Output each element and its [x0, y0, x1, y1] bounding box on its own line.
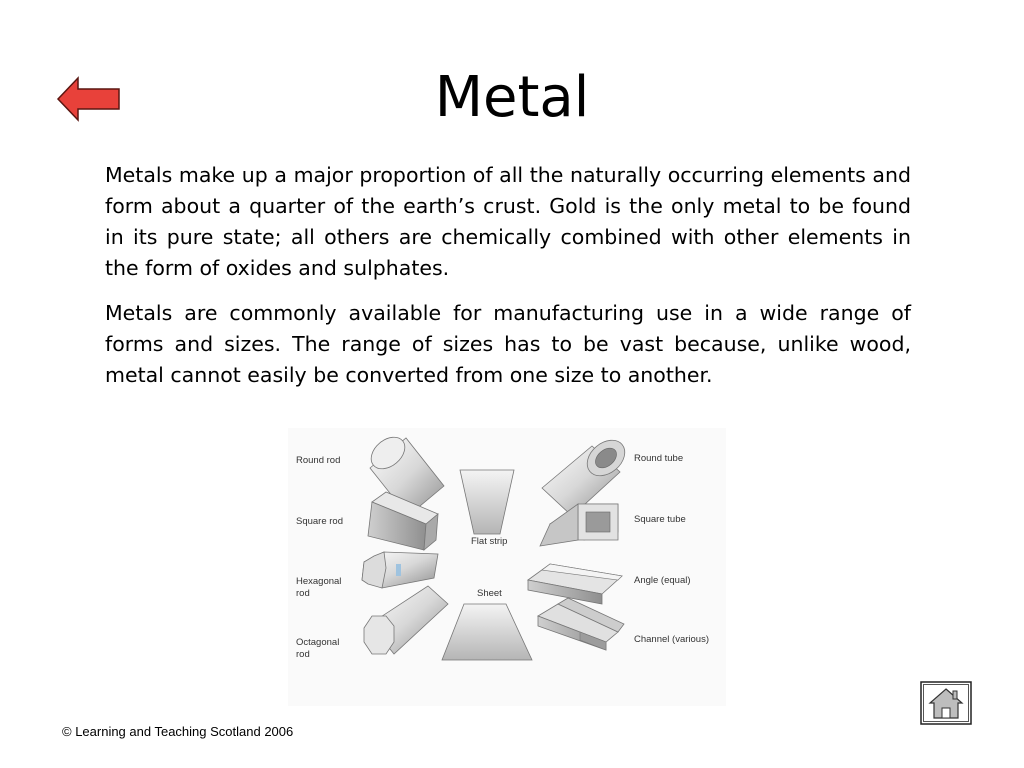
paragraph-1: Metals make up a major proportion of all the naturally occurring elements and form about a quarter of the earth’s crust. Gold is the only metal to be found in its pure state; all others are chemically combined with other elements in the form of oxides and sulphates.	[105, 163, 911, 280]
home-button[interactable]	[920, 681, 972, 725]
metal-forms-illustration	[288, 428, 726, 706]
page-title: Metal	[434, 65, 590, 130]
flat-strip-shape	[460, 470, 514, 534]
sheet-shape	[442, 604, 532, 660]
label-octagonal-rod-line-2: rod	[296, 649, 310, 660]
label-angle: Angle (equal)	[634, 575, 691, 586]
label-channel: Channel (various)	[634, 634, 709, 645]
label-round-rod: Round rod	[296, 455, 341, 466]
label-hexagonal-rod-line-2: rod	[296, 588, 310, 599]
copyright-notice: © Learning and Teaching Scotland 2006	[62, 724, 294, 739]
label-round-tube: Round tube	[634, 453, 684, 464]
label-square-rod: Square rod	[296, 516, 344, 527]
label-flat-strip: Flat strip	[471, 536, 508, 547]
hexagonal-rod-shape	[362, 552, 438, 588]
body-text	[105, 160, 911, 405]
octagonal-rod-shape	[364, 586, 448, 654]
label-hexagonal-rod-line-1: Hexagonal	[296, 576, 342, 587]
label-sheet: Sheet	[477, 588, 502, 599]
channel-shape	[538, 598, 624, 650]
label-octagonal-rod-line-1: Octagonal	[296, 637, 340, 648]
square-tube-shape	[540, 504, 618, 546]
paragraph-2: Metals are commonly available for manufacturing use in a wide range of forms and sizes. The range of sizes has to be vast because, unlike wood, metal cannot easily be converted from one size to another.	[105, 301, 911, 387]
label-square-tube: Square tube	[634, 514, 686, 525]
round-tube-shape	[542, 433, 632, 516]
square-rod-shape	[368, 492, 438, 550]
metal-forms-diagram	[288, 428, 726, 706]
angle-shape	[528, 564, 622, 604]
home-icon	[920, 681, 972, 725]
